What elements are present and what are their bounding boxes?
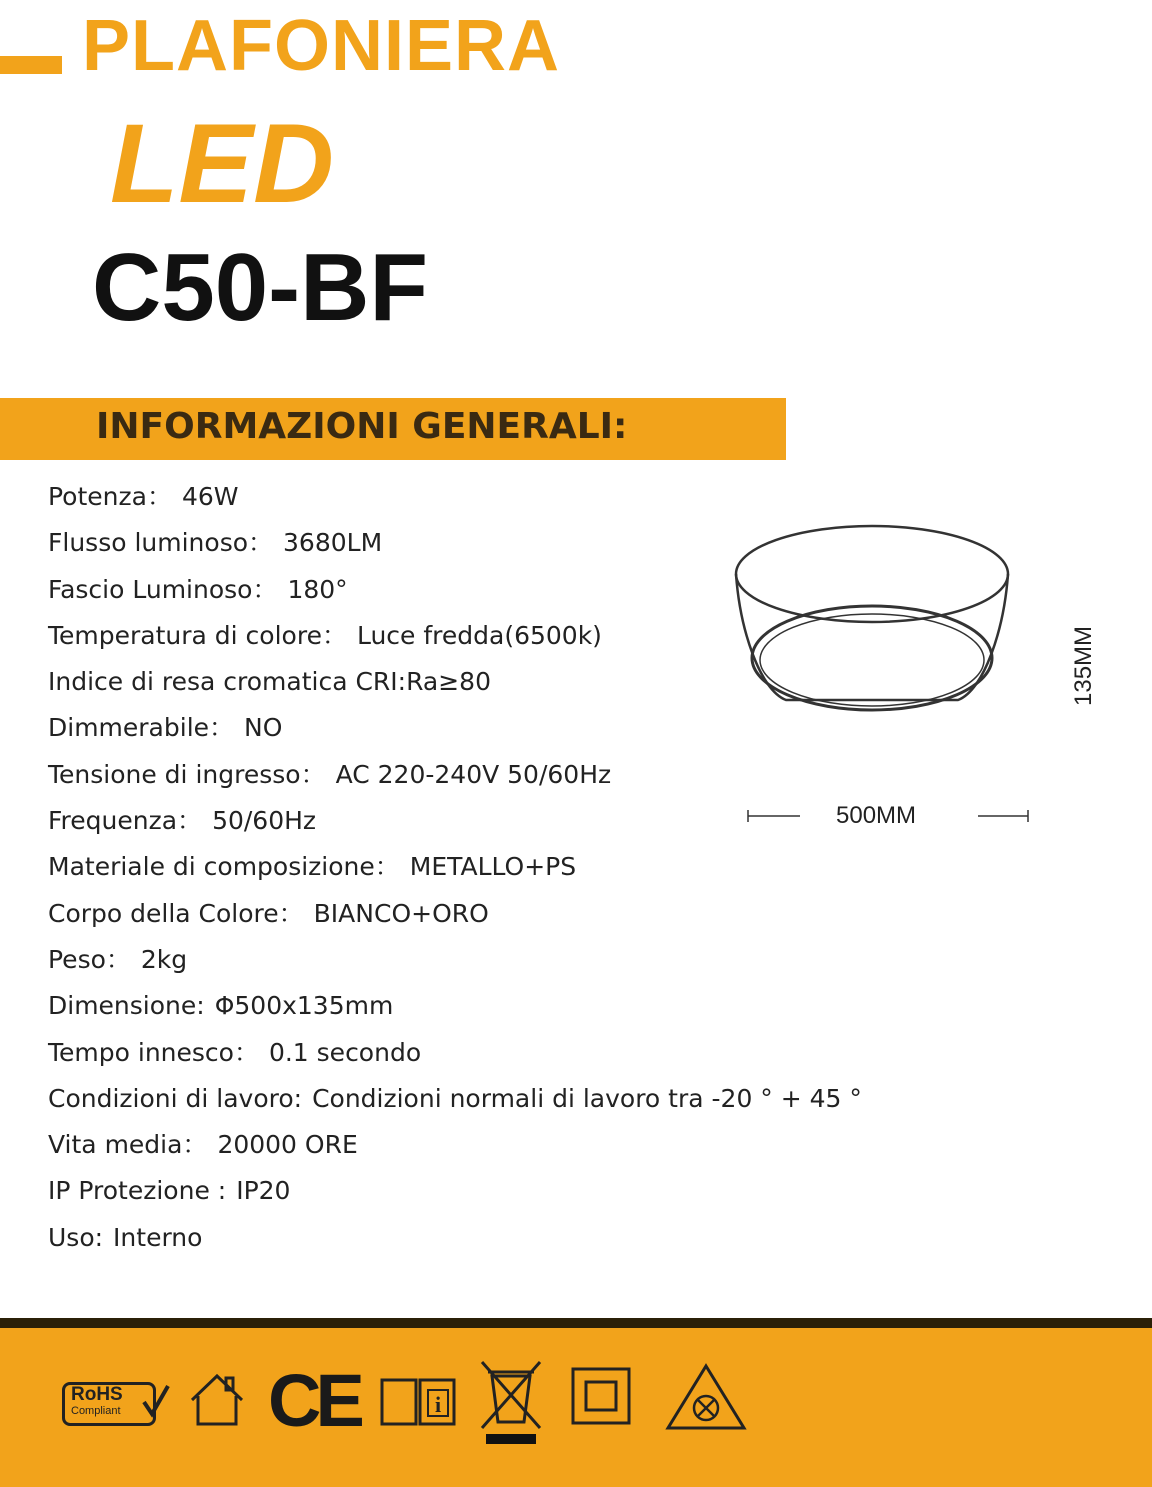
- spec-item: [48, 1168, 862, 1214]
- spec-label: Dimensione:: [48, 991, 205, 1021]
- product-title: PLAFONIERA: [82, 6, 560, 86]
- spec-item: [48, 1122, 862, 1168]
- spec-value: Interno: [113, 1222, 203, 1252]
- section-title: INFORMAZIONI GENERALI:: [96, 406, 628, 447]
- spec-label: Condizioni di lavoro:: [48, 1083, 303, 1113]
- spec-label: Fascio Luminoso：: [48, 574, 278, 604]
- spec-label: Vita media：: [48, 1130, 208, 1160]
- check-icon: [140, 1382, 170, 1422]
- manual-info-icon: [378, 1372, 458, 1428]
- spec-label: Temperatura di colore：: [48, 620, 347, 650]
- spec-value: 50/60Hz: [212, 806, 317, 836]
- spec-item: [48, 844, 862, 890]
- class-ii-icon: [570, 1366, 632, 1426]
- spec-value: Luce fredda(6500k): [356, 620, 602, 650]
- spec-label: Potenza：: [48, 482, 172, 511]
- spec-label: Materiale di composizione：: [48, 852, 400, 882]
- spec-value: Φ500x135mm: [214, 991, 394, 1021]
- spec-label: Corpo della Colore：: [48, 898, 304, 928]
- spec-item: [48, 474, 862, 520]
- rohs-label: RoHS: [71, 1384, 123, 1405]
- weee-bin-icon: [478, 1358, 544, 1450]
- lamp-outline: [736, 526, 1008, 710]
- accent-bar: [0, 56, 62, 74]
- rohs-sublabel: Compliant: [71, 1405, 121, 1417]
- spec-label: Tensione di ingresso：: [48, 759, 326, 789]
- spec-value: BIANCO+ORO: [313, 898, 489, 928]
- spec-item: [48, 937, 862, 983]
- spec-item: [48, 1215, 862, 1261]
- spec-label: Dimmerabile：: [48, 713, 235, 743]
- ce-mark-icon: CE: [268, 1359, 359, 1442]
- spec-value: 2kg: [140, 944, 188, 974]
- spec-label: Indice di resa cromatica CRI:Ra≥80: [48, 667, 491, 697]
- svg-text:i: i: [434, 1392, 442, 1417]
- spec-label: Frequenza：: [48, 806, 203, 836]
- spec-value: IP20: [236, 1176, 291, 1206]
- spec-value: NO: [244, 713, 283, 743]
- spec-value: 0.1 secondo: [268, 1037, 422, 1067]
- spec-item: [48, 1076, 862, 1122]
- spec-label: Tempo innesco：: [48, 1037, 259, 1067]
- lamp-diagram: [726, 520, 1066, 840]
- spec-item: [48, 891, 862, 937]
- spec-value: 20000 ORE: [217, 1130, 358, 1160]
- spec-label: Peso：: [48, 944, 131, 974]
- indoor-house-icon: [186, 1370, 248, 1428]
- spec-value: AC 220-240V 50/60Hz: [335, 759, 612, 789]
- width-label: 500MM: [836, 802, 917, 829]
- spec-label: IP Protezione :: [48, 1176, 227, 1206]
- height-label: 135MM: [1070, 625, 1097, 706]
- spec-value: METALLO+PS: [409, 852, 577, 882]
- product-subtitle: LED: [110, 101, 334, 226]
- spec-label: Uso:: [48, 1222, 104, 1252]
- model-code: C50-BF: [92, 234, 429, 341]
- spec-value: 3680LM: [283, 528, 383, 558]
- spec-item: [48, 1030, 862, 1076]
- spec-value: 180°: [287, 574, 348, 604]
- spec-value: Condizioni normali di lavoro tra -20 ° + 45 °: [312, 1083, 862, 1113]
- spec-label: Flusso luminoso：: [48, 528, 274, 558]
- spec-item: [48, 983, 862, 1029]
- spec-value: 46W: [181, 482, 239, 511]
- no-insulation-cover-icon: [664, 1362, 748, 1432]
